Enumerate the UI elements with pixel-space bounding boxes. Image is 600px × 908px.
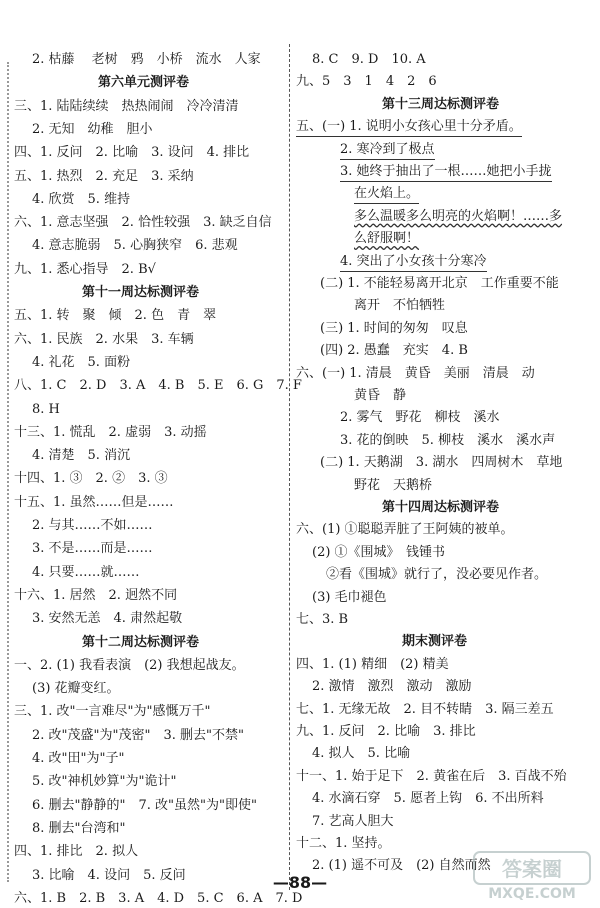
answer-line: (3) 花瓣变红。 xyxy=(32,681,120,697)
answer-line: 十六、1. 居然 2. 迥然不同 xyxy=(14,587,178,603)
answer-line: 九、5 3 1 4 2 6 xyxy=(296,74,437,90)
column-divider xyxy=(289,44,290,890)
answer-line: 六、1. 民族 2. 水果 3. 车辆 xyxy=(14,331,194,347)
answer-line: 一、2. (1) 我看表演 (2) 我想起战友。 xyxy=(14,657,245,673)
answer-line: 六、1. B 2. B 3. A 4. D 5. C 6. A 7. D xyxy=(14,890,303,906)
answer-line: 5. 改"神机妙算"为"诡计" xyxy=(32,774,177,790)
answer-line: 五、1. 热烈 2. 充足 3. 采纳 xyxy=(14,168,194,184)
answer-line: 3. 不是……而是…… xyxy=(32,541,153,557)
answer-line: 4. 只要……就…… xyxy=(32,564,140,580)
answer-line: 离开 不怕牺牲 xyxy=(354,298,446,314)
answer-line: 2. 改"茂盛"为"茂密" 3. 删去"不禁" xyxy=(32,727,244,743)
answer-line: (三) 1. 时间的匆匆 叹息 xyxy=(320,320,468,336)
answer-line: (二) 1. 不能轻易离开北京 工作重要不能 xyxy=(320,276,559,291)
answer-line: 4. 突出了小女孩十分寒冷 xyxy=(340,254,487,272)
answer-line: 六、1. 意志坚强 2. 恰性较强 3. 缺乏自信 xyxy=(14,215,272,231)
answer-line: 2. 寒冷到了极点 xyxy=(340,142,435,160)
answer-line: 十四、1. ③ 2. ② 3. ③ xyxy=(14,471,168,487)
answer-line: 4. 意志脆弱 5. 心胸狭窄 6. 悲观 xyxy=(32,238,238,254)
answer-line: 8. 删去"台湾和" xyxy=(32,820,126,836)
answer-line: 四、1. (1) 精细 (2) 精美 xyxy=(296,656,449,672)
watermark-logo xyxy=(472,846,592,902)
answer-line: 五、(一) 1. 说明小女孩心里十分矛盾。 xyxy=(296,119,522,137)
answer-line: 7. 艺高人胆大 xyxy=(312,813,394,829)
answer-line: 6. 删去"静静的" 7. 改"虽然"为"即使" xyxy=(32,797,257,813)
answer-line: 2. 无知 幼稚 胆小 xyxy=(32,121,153,137)
section-heading: 第六单元测评卷 xyxy=(98,75,190,91)
answer-line: 2. 枯藤 老树 鸦 小桥 流水 人家 xyxy=(32,52,261,67)
answer-line: 多么温暖多么明亮的火焰啊！……多 xyxy=(354,208,563,224)
answer-line: 么舒服啊！ xyxy=(354,231,420,247)
answer-line: 三、1. 改"一言难尽"为"感慨万千" xyxy=(14,704,211,720)
answer-line: 2. 与其……不如…… xyxy=(32,518,153,533)
answer-line: 4. 改"田"为"子" xyxy=(32,751,125,766)
binding-dots xyxy=(7,62,9,882)
answer-line: 三、1. 陆陆续续 热热闹闹 冷冷清清 xyxy=(14,98,239,114)
answer-line: 2. (1) 遥不可及 (2) 自然而然 xyxy=(312,858,491,874)
answer-line: 四、1. 排比 2. 拟人 xyxy=(14,844,139,860)
answer-line: 九、1. 悉心指导 2. B√ xyxy=(14,261,156,277)
section-heading: 第十四周达标测评卷 xyxy=(382,500,500,515)
answer-line: 4. 礼花 5. 面粉 xyxy=(32,354,131,370)
answer-line: 七、1. 无缘无故 2. 目不转睛 3. 隔三差五 xyxy=(296,701,554,717)
section-heading: 第十一周达标测评卷 xyxy=(82,285,200,300)
answer-line: 4. 清楚 5. 消沉 xyxy=(32,448,131,464)
answer-line: 十五、1. 虽然……但是…… xyxy=(14,494,174,510)
section-heading: 第十三周达标测评卷 xyxy=(382,96,500,112)
answer-line: 3. 安然无恙 4. 肃然起敬 xyxy=(32,611,183,627)
answer-line: 十三、1. 慌乱 2. 虚弱 3. 动摇 xyxy=(14,424,207,440)
answer-line: 4. 拟人 5. 比喻 xyxy=(312,746,411,762)
answer-line: 3. 花的倒映 5. 柳枝 溪水 溪水声 xyxy=(340,432,556,448)
answer-line: 八、1. C 2. D 3. A 4. B 5. E 6. G 7. F xyxy=(14,378,302,394)
answer-line: 野花 天鹅桥 xyxy=(354,477,433,493)
answer-line: 在火焰上。 xyxy=(354,186,419,204)
answer-line: 五、1. 转 聚 倾 2. 色 青 翠 xyxy=(14,308,217,324)
answer-line: 4. 欣赏 5. 维持 xyxy=(32,191,131,207)
answer-line: 六、(1) ①聪聪弄脏了王阿姨的被单。 xyxy=(296,522,514,538)
answer-line: (2) ①《围城》 钱锺书 xyxy=(312,544,446,560)
answer-line: 六、(一) 1. 清晨 黄昏 美丽 清晨 动 xyxy=(296,365,535,381)
answer-line: 8. H xyxy=(32,401,60,417)
section-heading: 期末测评卷 xyxy=(402,634,468,650)
answer-line: 四、1. 反问 2. 比喻 3. 设问 4. 排比 xyxy=(14,145,250,161)
answer-line: 3. 她终于抽出了一根……她把小手拢 xyxy=(340,164,552,182)
answer-line: 2. 激情 激烈 激动 激励 xyxy=(312,679,472,695)
answer-line: 4. 水滴石穿 5. 愿者上钩 6. 不出所料 xyxy=(312,791,544,807)
answer-line: (3) 毛巾褪色 xyxy=(312,589,387,605)
answer-line: 七、3. B xyxy=(296,612,349,627)
watermark-text: 答案圈 xyxy=(502,857,562,881)
answer-line: ②看《围城》就行了，没必要见作者。 xyxy=(326,567,548,583)
answer-line: 九、1. 反问 2. 比喻 3. 排比 xyxy=(296,724,476,739)
answer-line: (四) 2. 愚蠢 充实 4. B xyxy=(320,343,468,359)
answer-line: (二) 1. 天鹅湖 3. 湖水 四周树木 草地 xyxy=(320,455,563,471)
answer-line: 十一、1. 始于足下 2. 黄雀在后 3. 百战不殆 xyxy=(296,768,567,784)
section-heading: 第十二周达标测评卷 xyxy=(82,634,200,650)
watermark-url: MXQE.COM xyxy=(488,886,576,902)
answer-line: 2. 雾气 野花 柳枝 溪水 xyxy=(340,410,500,426)
answer-line: 黄昏 静 xyxy=(354,388,407,403)
answer-line: 8. C 9. D 10. A xyxy=(312,52,426,67)
answer-line: 十二、1. 坚持。 xyxy=(296,836,391,851)
answer-line: 3. 比喻 4. 设问 5. 反问 xyxy=(32,867,186,883)
page-number: —88— xyxy=(272,873,328,892)
